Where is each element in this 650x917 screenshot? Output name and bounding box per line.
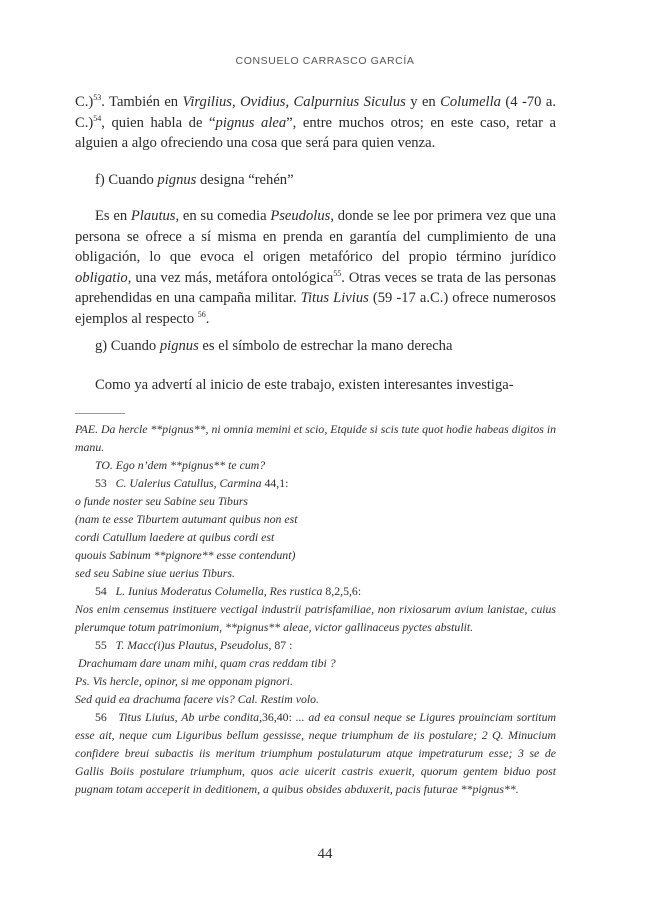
- footnote-ref-54[interactable]: 54: [93, 113, 102, 123]
- latin-term: pignus: [157, 172, 197, 188]
- text-run: Es en: [95, 208, 131, 224]
- text-run: ”, entre muchos otros; en este caso, retar a alguien a algo ofreciendo una cosa que será para quien venza.: [75, 114, 556, 151]
- footnote-ref-55[interactable]: 55: [333, 268, 342, 278]
- text-run: designa “rehén”: [196, 172, 294, 188]
- author-name: Columella: [440, 94, 501, 110]
- section-heading-f: [95, 170, 556, 191]
- author-names: Virgilius, Ovidius, Calpurnius Siculus: [182, 94, 406, 110]
- page-number: 44: [317, 846, 333, 862]
- text-run: .: [205, 310, 210, 327]
- footnote-continuation-line: TO. Ego n’dem **pignus** te cum?: [95, 458, 266, 472]
- running-head: CONSUELO CARRASCO GARCÍA: [235, 55, 415, 67]
- footnote-reference: 36,40:: [262, 710, 292, 724]
- footnote-verse: Drachumam dare unam mihi, quam cras reddam tibi ?: [78, 656, 336, 670]
- text-run: g) Cuando: [95, 338, 160, 354]
- footnote-source: C. Ualerius Catullus, Carmina: [115, 476, 262, 490]
- paragraph-rehen: [75, 206, 556, 329]
- footnote-reference: 8,2,5,6:: [322, 584, 362, 598]
- author-name: Plautus,: [130, 208, 180, 224]
- footnote-54-head: [75, 582, 556, 600]
- footnote-number: 55: [95, 638, 107, 652]
- text-run: y en: [405, 94, 441, 110]
- footnote-ref-53[interactable]: 53: [93, 93, 102, 103]
- footnote-verse: Sed quid ea drachuma facere vis? Cal. Restim volo.: [75, 692, 319, 706]
- text-run: (59 -17 a.C.) ofrece numerosos ejemplos al respecto: [75, 290, 556, 327]
- footnotes: [75, 420, 556, 798]
- footnote-verse: cordi Catullum laedere at quibus cordi est: [75, 530, 275, 544]
- paragraph-continuation: [75, 92, 556, 154]
- footnote-53-head: [75, 474, 556, 492]
- footnote-verse: sed seu Sabine siue uerius Tiburs.: [75, 566, 235, 580]
- footnote-reference: 44,1:: [261, 476, 289, 490]
- footnote-quote: ... ad ea consul neque se Ligures prouinciam sortitum esse ait, neque cum Liguribus bellum gessisse, neque triumphum de iis postulare; 2 Q. Minucium confidere breui subactis iis meritum triumphum postulaturum atque impetraturum esse; 3 se de Gallis Boiis postulare triumphum, quos acie uicerit castris exuerit, quorum gentem biduo post pugnam totam acceperit in deditionem, a quibus obsides abduxerit, pacis futurae **pignus**.: [75, 710, 556, 796]
- text-run: , donde se lee por primera vez que una persona se ofrece a sí misma en prenda en garantía del cumplimiento de una obligación, lo que evoca el origen metafórico del propio término jurídico: [75, 208, 556, 265]
- footnote-verse: Ps. Vis hercle, opinor, si me opponam pignori.: [75, 674, 293, 688]
- footnote-source: L. Iunius Moderatus Columella, Res rustica: [115, 584, 323, 598]
- text-run: . También en: [101, 94, 183, 110]
- footnote-verse: (nam te esse Tiburtem autumant quibus non est: [75, 512, 298, 526]
- latin-term: pignus: [159, 338, 199, 354]
- text-run: , una vez más, metáfora ontológica: [127, 269, 334, 286]
- footnote-continuation: PAE. Da hercle **pignus**, ni omnia memini et scio, Etquide si scis tute quot hodie habeas digitos in manu.: [75, 422, 556, 454]
- text-run: es el símbolo de estrechar la mano derecha: [198, 338, 453, 354]
- footnote-number: 53: [95, 476, 107, 490]
- footnote-ref-56[interactable]: 56: [197, 309, 206, 319]
- footnote-source: T. Macc(i)us Plautus, Pseudolus,: [115, 638, 272, 652]
- footnote-number: 54: [95, 584, 107, 598]
- author-name: Titus Livius: [300, 290, 369, 306]
- footnote-reference: 87 :: [271, 638, 293, 652]
- latin-term: obligatio: [75, 269, 128, 286]
- text-run: f) Cuando: [95, 172, 158, 188]
- footnote-quote: Nos enim censemus instituere vectigal industrii patrisfamiliae, non rixiosarum avium lanistae, cuius plerumque totum patrimonium, **pignus** aleae, victor gallinaceus pyctes abstulit.: [75, 602, 556, 634]
- footnote-verse: o funde noster seu Sabine seu Tiburs: [75, 494, 249, 508]
- latin-term: pignus alea: [215, 114, 287, 131]
- text-run: en su comedia: [179, 208, 271, 224]
- text-run: C.): [75, 94, 94, 110]
- footnote-source: Titus Liuius, Ab urbe condita,: [118, 710, 263, 724]
- footnote-number: 56: [95, 710, 107, 724]
- paragraph-handshake: Como ya advertí al inicio de este trabajo, existen interesantes investiga-: [95, 377, 514, 393]
- text-run: , quien habla de “: [101, 114, 216, 131]
- footnote-separator: [75, 413, 125, 414]
- work-title: Pseudolus: [270, 208, 331, 224]
- footnote-55-head: [75, 636, 556, 654]
- footnote-56: [75, 708, 556, 798]
- footnote-verse: quouis Sabinum **pignore** esse contendunt): [75, 548, 296, 562]
- text-run: . Otras veces se trata de las personas aprehendidas en una campaña militar.: [75, 269, 556, 306]
- section-heading-g: [95, 336, 556, 357]
- text-run: (4 -70 a. C.): [75, 94, 556, 131]
